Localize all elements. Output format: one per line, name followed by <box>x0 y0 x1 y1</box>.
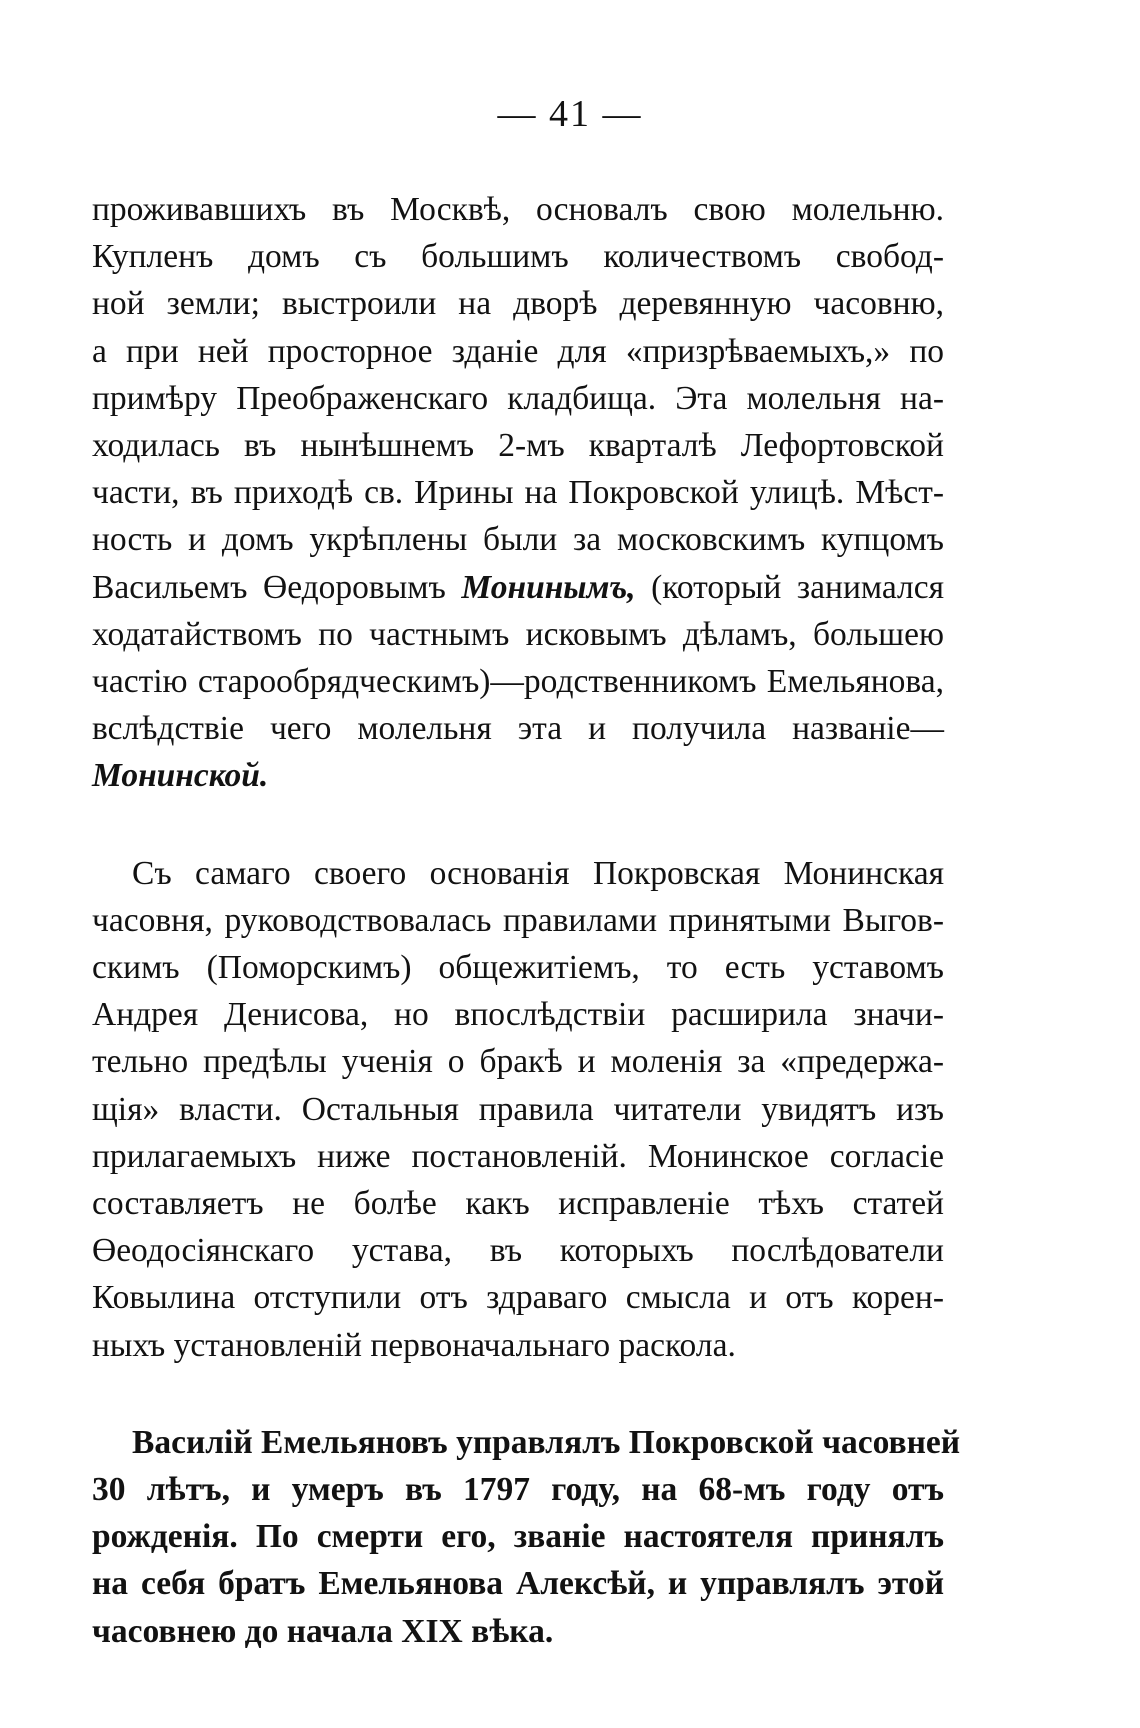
text-line: частію старообрядческимъ)—родственникомъ Емельянова, <box>92 663 944 701</box>
text-line: Өеодосіянскаго устава, въ которыхъ послѣдователи <box>92 1232 944 1270</box>
text-line: Ковылина отступили отъ здраваго смысла и отъ корен- <box>92 1279 944 1317</box>
text-segment: (который занимался <box>651 568 945 606</box>
text-line: ность и домъ укрѣплены были за московскимъ купцомъ <box>92 521 944 559</box>
text-line: ныхъ установленій первоначальнаго раскола. <box>92 1326 736 1364</box>
text-line: 30 лѣтъ, и умеръ въ 1797 году, на 68-мъ году отъ <box>92 1471 944 1509</box>
text-block <box>92 186 961 1655</box>
text-line: Андрея Денисова, но впослѣдствіи расширила значи- <box>92 996 944 1034</box>
text-line: примѣру Преображенскаго кладбища. Эта молельня на- <box>92 379 944 417</box>
italic-name-line: Монинской. <box>92 757 269 795</box>
page-number: — 41 — <box>497 93 643 135</box>
text-line: проживавшихъ въ Москвѣ, основалъ свою молельню. <box>92 191 944 228</box>
text-line: части, въ приходѣ св. Ирины на Покровской улицѣ. Мѣст- <box>92 474 944 512</box>
text-line: Съ самаго своего основанія Покровская Монинская <box>132 854 944 892</box>
text-line: вслѣдствіе чего молельня эта и получила названіе— <box>92 710 944 748</box>
text-line: а при ней просторное зданіе для «призрѣваемыхъ,» по <box>92 332 944 370</box>
text-line: ходилась въ нынѣшнемъ 2-мъ кварталѣ Лефортовской <box>92 427 944 465</box>
text-line: тельно предѣлы ученія о бракѣ и моленія за «предержа- <box>92 1043 944 1081</box>
text-line: скимъ (Поморскимъ) общежитіемъ, то есть уставомъ <box>92 949 944 987</box>
text-line: щія» власти. Остальныя правила читатели увидятъ изъ <box>92 1090 944 1128</box>
paragraph-3 <box>92 1419 961 1655</box>
text-line: часовнею до начала XIX вѣка. <box>92 1612 554 1650</box>
paragraph-2 <box>92 850 944 1369</box>
paragraph-gap <box>92 1369 944 1419</box>
paragraph-1 <box>92 186 944 800</box>
italic-surname: Монинымъ, <box>461 568 636 606</box>
paragraph-gap <box>92 800 944 850</box>
text-line: Василій Емельяновъ управлялъ Покровской часовней <box>132 1423 961 1461</box>
text-segment: Васильемъ Өедоровымъ <box>92 568 446 606</box>
text-line: ходатайствомъ по частнымъ исковымъ дѣламъ, большею <box>92 615 944 653</box>
text-line: часовня, руководствовалась правилами принятыми Выгов- <box>92 901 944 939</box>
text-line: на себя братъ Емельянова Алексѣй, и управлялъ этой <box>92 1565 944 1603</box>
text-line: ной земли; выстроили на дворѣ деревянную часовню, <box>92 285 944 323</box>
text-line: рожденія. По смерти его, званіе настоятеля принялъ <box>92 1518 944 1556</box>
text-line: составляетъ не болѣе какъ исправленіе тѣхъ статей <box>92 1185 944 1223</box>
text-line: прилагаемыхъ ниже постановленій. Монинское согласіе <box>92 1137 944 1175</box>
text-line-mixed <box>92 564 944 611</box>
text-line: Купленъ домъ съ большимъ количествомъ свобод- <box>92 238 944 276</box>
